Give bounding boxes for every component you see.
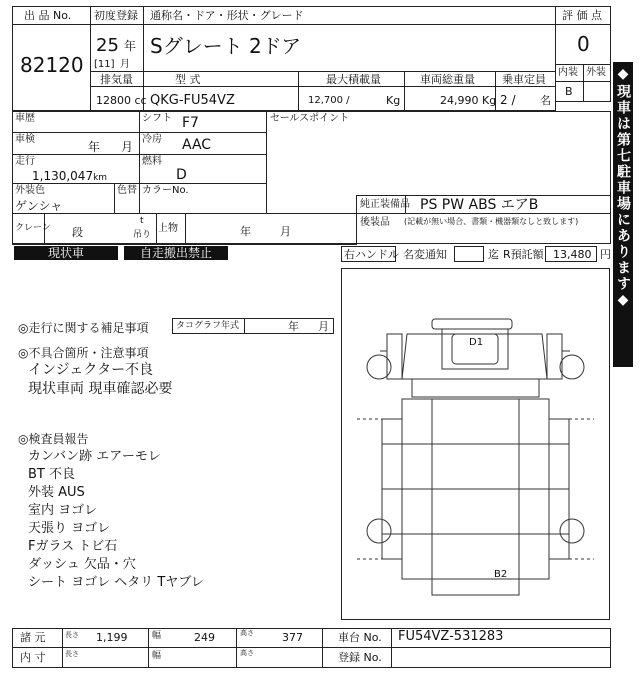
- inner-length-label: 長さ: [65, 650, 79, 658]
- equipment-value: PS PW ABS エアB: [420, 197, 539, 213]
- max-load-label: 最大積載量: [326, 73, 381, 86]
- color-change-label: 色替: [117, 185, 137, 196]
- lot-number: 82120: [20, 53, 84, 77]
- inspector-line: シート ヨゴレ ヘタリ Tヤブレ: [28, 575, 204, 590]
- tax-until-label: 迄: [488, 248, 499, 261]
- inspector-line: ダッシュ 欠品・穴: [28, 557, 136, 572]
- drive-notes-title: ◎走行に関する補足事項: [18, 321, 149, 335]
- damage-diagram: [341, 268, 610, 620]
- registration-label: 登録 No.: [338, 651, 382, 664]
- damage-code-d1: D1: [469, 337, 484, 348]
- length-value: 1,199: [96, 631, 128, 644]
- height-label: 高さ: [240, 629, 254, 637]
- truck-outline: [342, 269, 609, 619]
- year-unit: 年: [124, 39, 137, 53]
- ext-color-label: 外装色: [15, 185, 45, 196]
- lot-label: 出 品 No.: [24, 9, 72, 22]
- month-unit: 月: [120, 59, 130, 70]
- length-label: 長さ: [65, 631, 79, 639]
- recycle-label: R預託額: [503, 248, 544, 261]
- width-value: 249: [194, 631, 215, 644]
- score-label: 評 価 点: [562, 9, 602, 22]
- interior-score: B: [565, 85, 573, 98]
- damage-code-b2: B2: [494, 569, 508, 580]
- inspector-line: BT 不良: [28, 467, 75, 482]
- displacement-label: 排気量: [100, 73, 133, 86]
- first-reg-label: 初度登録: [94, 9, 138, 22]
- score-value: 0: [577, 32, 590, 56]
- width-label: 幅: [152, 631, 162, 641]
- height-value: 377: [282, 631, 303, 644]
- inspector-line: カンバン跡 エアーモレ: [28, 449, 161, 464]
- steering-value: 右ハンドル: [344, 248, 399, 261]
- crane-hang-unit: 吊り: [133, 230, 152, 240]
- name-change-label: 名変通知: [403, 248, 447, 261]
- capacity-label: 乗車定員: [502, 73, 546, 86]
- gross-label: 車両総重量: [420, 73, 475, 86]
- model-value: QKG-FU54VZ: [150, 93, 235, 108]
- color-no-label: カラーNo.: [142, 185, 189, 196]
- crane-ton-unit: t: [140, 216, 144, 226]
- upper-body-label: 上物: [158, 223, 178, 234]
- inspection-month-unit: 月: [121, 140, 134, 154]
- max-load-value: 12,700 /: [308, 95, 350, 106]
- inspector-line: Fガラス トビ石: [28, 539, 118, 554]
- aircon-label: 冷房: [142, 134, 162, 145]
- first-reg-month: [11]: [94, 59, 115, 70]
- tacho-label: タコグラフ年式: [176, 321, 240, 331]
- inspector-line: 室内 ヨゴレ: [28, 503, 98, 518]
- parking-location-banner: ◆現車は第七駐車場にあります◆: [613, 62, 633, 367]
- inspector-line: 外装 AUS: [28, 485, 85, 500]
- fuel-label: 燃料: [142, 156, 162, 167]
- inner-width-label: 幅: [152, 651, 162, 661]
- chassis-label: 車台 No.: [338, 631, 382, 644]
- name-change-box: [454, 246, 484, 262]
- defect-title: ◎不具合箇所・注意事項: [18, 346, 149, 360]
- no-self-drive-badge: 自走搬出禁止: [124, 246, 228, 260]
- shift-value: F7: [182, 115, 199, 131]
- history-label: 車歴: [15, 113, 35, 124]
- inner-dims-label: 内 寸: [20, 651, 46, 664]
- inspection-year-unit: 年: [88, 140, 101, 154]
- chassis-value: FU54VZ-531283: [398, 629, 504, 644]
- exterior-label: 外装: [586, 67, 606, 78]
- name-label: 通称名・ドア・形状・グレード: [150, 9, 304, 22]
- capacity-value: 2 /: [500, 93, 516, 107]
- upper-month-unit: 月: [280, 225, 291, 238]
- ext-color-value: ゲンシャ: [15, 199, 63, 213]
- crane-label: クレーン: [15, 223, 51, 233]
- current-condition-badge: 現状車: [14, 246, 118, 260]
- displacement-value: 12800 cc: [96, 94, 147, 107]
- gross-value: 24,990 Kg: [440, 94, 497, 107]
- capacity-unit: 名: [540, 94, 551, 107]
- tacho-month-unit: 月: [318, 320, 329, 333]
- equipment-label: 純正装備品: [360, 199, 410, 210]
- tacho-year-unit: 年: [288, 320, 299, 333]
- defect-line: 現状車両 現車確認必要: [28, 381, 173, 397]
- model-label: 型 式: [175, 73, 201, 86]
- dims-label: 諸 元: [20, 631, 46, 644]
- sales-point-label: セールスポイント: [270, 113, 350, 124]
- recycle-unit: 円: [600, 248, 611, 261]
- inspector-title: ◎検査員報告: [18, 432, 89, 446]
- inspection-label: 車検: [15, 134, 35, 145]
- aircon-value: AAC: [182, 137, 212, 153]
- mileage-label: 走行: [15, 156, 35, 167]
- retrofit-note: (記載が無い場合、書類・機器類なしと致します): [404, 217, 579, 226]
- interior-label: 内装: [558, 67, 578, 78]
- vehicle-name: Sグレート 2ドア: [150, 34, 302, 58]
- first-reg-year: 25: [96, 35, 119, 56]
- retrofit-label: 後装品: [360, 217, 390, 228]
- crane-stage-unit: 段: [72, 226, 83, 239]
- defect-line: インジェクター不良: [28, 362, 154, 378]
- fuel-value: D: [176, 167, 187, 183]
- max-load-unit: Kg: [386, 94, 401, 107]
- mileage-value: 1,130,047km: [32, 169, 108, 183]
- inner-height-label: 高さ: [240, 649, 254, 657]
- upper-year-unit: 年: [240, 225, 251, 238]
- shift-label: シフト: [142, 113, 172, 124]
- inspector-line: 天張り ヨゴレ: [28, 521, 111, 536]
- recycle-value: 13,480: [553, 248, 592, 261]
